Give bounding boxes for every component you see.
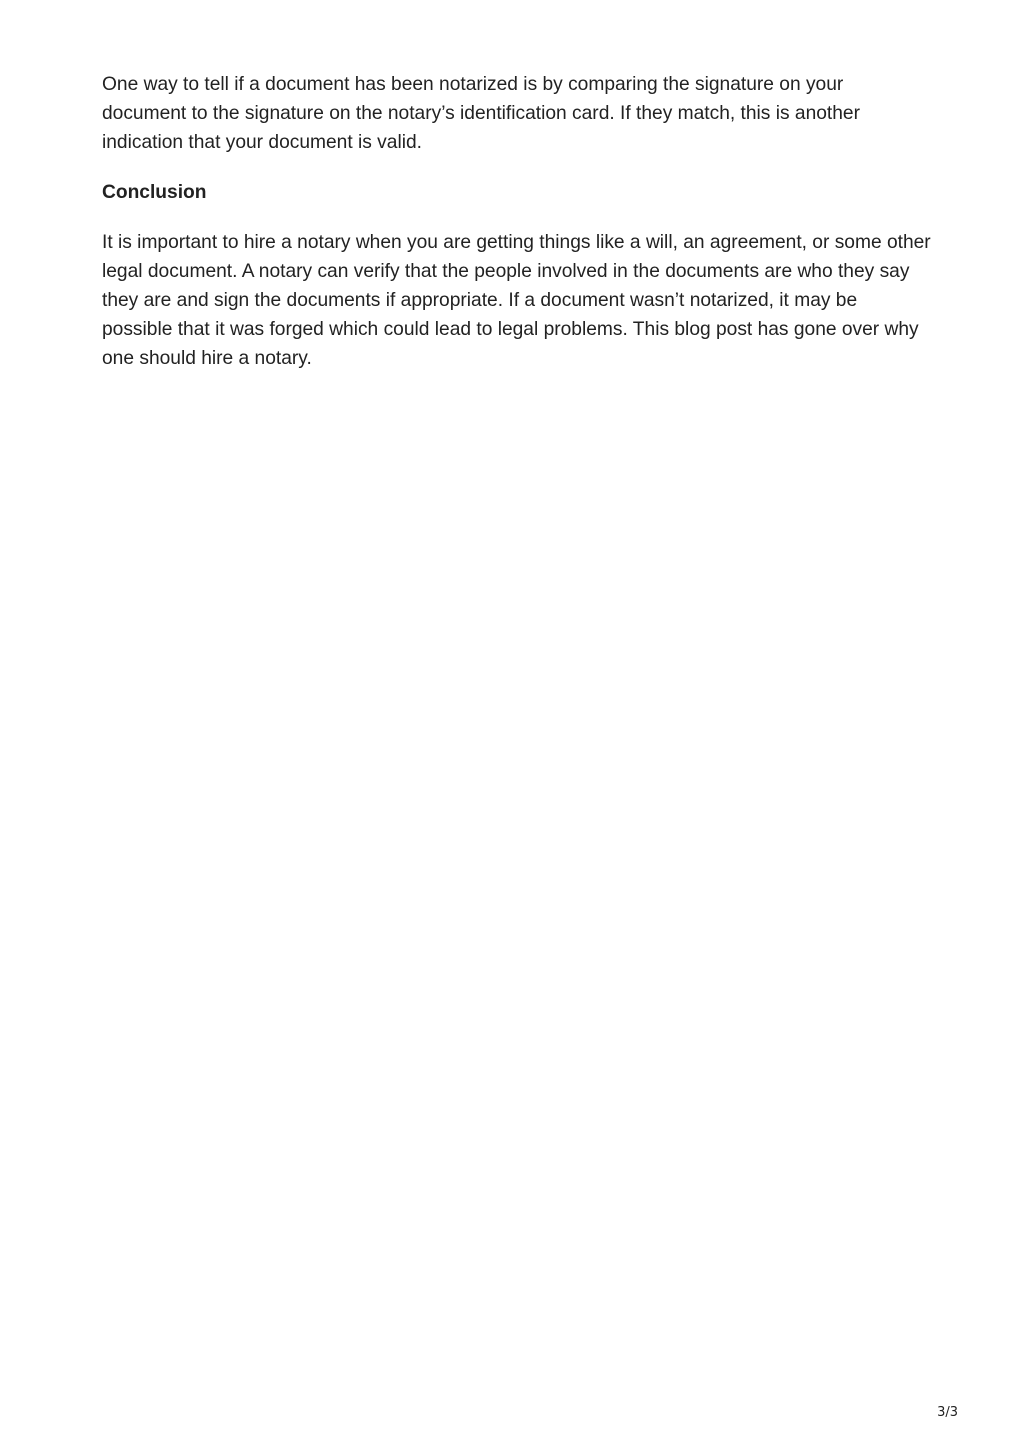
notarization-signature-paragraph: One way to tell if a document has been notarized is by comparing the signature on your document to the signature on the notary’s identification card. If they match, this is another indication that your document is valid. — [102, 74, 860, 153]
conclusion-heading: Conclusion — [102, 182, 207, 203]
page-number: 3/3 — [937, 1405, 958, 1420]
conclusion-paragraph: It is important to hire a notary when you are getting things like a will, an agreement, or some other legal document. A notary can verify that the people involved in the documents are who they say they are and sign the documents if appropriate. If a document wasn’t notarized, it may be possible that it was forged which could lead to legal problems. This blog post has gone over why one should hire a notary. — [102, 232, 931, 369]
document-page-content — [102, 70, 932, 373]
